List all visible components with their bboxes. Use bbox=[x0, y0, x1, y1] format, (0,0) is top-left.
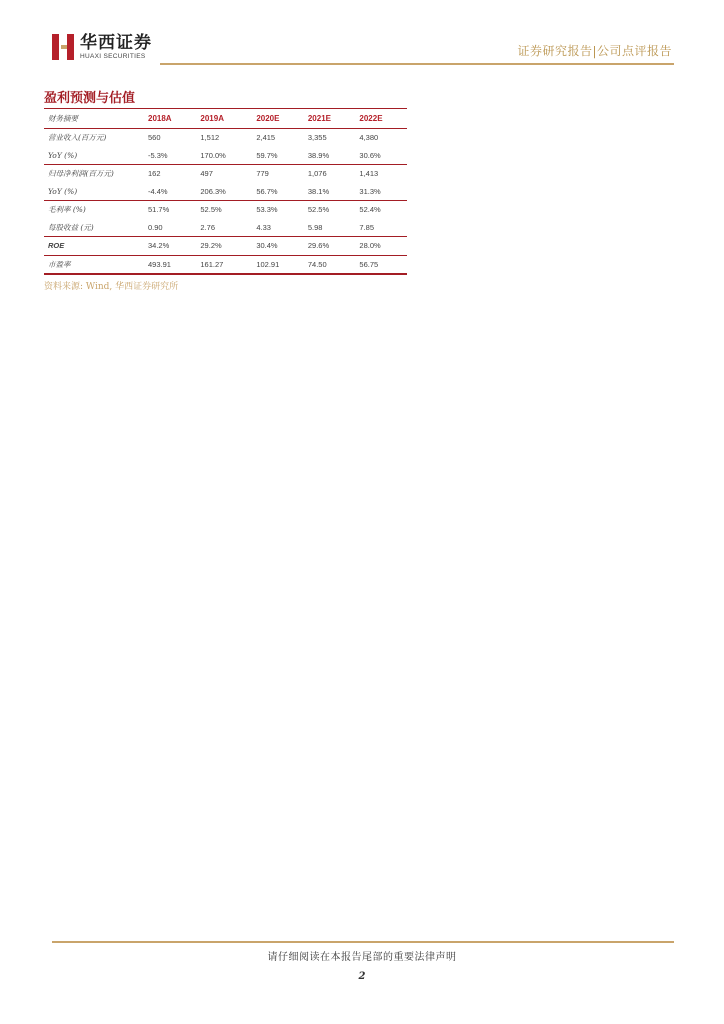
table-cell: 1,413 bbox=[355, 165, 407, 183]
table-cell: 161.27 bbox=[196, 255, 252, 274]
logo-english-name: HUAXI SECURITIES bbox=[80, 53, 146, 60]
table-cell: 31.3% bbox=[359, 186, 381, 196]
table-cell: 2.76 bbox=[200, 222, 215, 232]
row-label: YoY (%) bbox=[48, 186, 78, 196]
table-cell: 52.5% bbox=[304, 201, 356, 219]
huaxi-logo-icon bbox=[52, 34, 74, 60]
table-row bbox=[44, 147, 407, 165]
row-label: 市盈率 bbox=[44, 255, 144, 274]
table-cell: 497 bbox=[196, 165, 252, 183]
footer-divider bbox=[52, 941, 674, 943]
table-cell: 779 bbox=[252, 165, 304, 183]
table-cell: 162 bbox=[144, 165, 196, 183]
table-cell: 59.7% bbox=[256, 150, 278, 160]
row-label: 每股收益 (元) bbox=[48, 222, 94, 232]
table-cell: 51.7% bbox=[144, 201, 196, 219]
report-type: 证券研究报告|公司点评报告 bbox=[517, 44, 672, 58]
table-cell: 56.7% bbox=[256, 186, 278, 196]
column-header: 2020E bbox=[252, 109, 304, 129]
table-row bbox=[44, 201, 407, 219]
table-cell: -5.3% bbox=[148, 150, 168, 160]
legal-disclaimer: 请仔细阅读在本报告尾部的重要法律声明 bbox=[267, 952, 457, 963]
header-divider bbox=[160, 63, 674, 65]
table-cell: -4.4% bbox=[148, 186, 168, 196]
table-cell: 560 bbox=[148, 133, 161, 143]
row-label: ROE bbox=[44, 237, 144, 256]
company-logo bbox=[52, 34, 152, 60]
data-source-note: 资料来源: Wind, 华西证券研究所 bbox=[44, 282, 179, 292]
table-cell: 4,380 bbox=[359, 133, 379, 143]
table-cell: 52.4% bbox=[355, 201, 407, 219]
table-cell: 1,076 bbox=[304, 165, 356, 183]
table-cell: 0.90 bbox=[148, 222, 163, 232]
table-row bbox=[44, 183, 407, 201]
table-cell: 56.75 bbox=[355, 255, 407, 274]
table-cell: 5.98 bbox=[307, 222, 323, 232]
table-cell: 1,512 bbox=[200, 133, 220, 143]
table-cell: 38.1% bbox=[307, 186, 330, 196]
table-cell: 74.50 bbox=[304, 255, 356, 274]
table-cell: 53.3% bbox=[252, 201, 304, 219]
column-header: 2018A bbox=[144, 109, 196, 129]
column-header: 2022E bbox=[355, 109, 407, 129]
financial-summary-table bbox=[44, 108, 407, 275]
table-cell: 29.6% bbox=[304, 237, 356, 256]
row-label: 归母净利润(百万元) bbox=[44, 165, 144, 183]
table-cell: 29.2% bbox=[196, 237, 252, 256]
row-label: 营业收入(百万元) bbox=[48, 133, 107, 143]
section-title: 盈利预测与估值 bbox=[44, 91, 136, 106]
column-header: 财务摘要 bbox=[44, 109, 144, 129]
table-cell: 28.0% bbox=[355, 237, 407, 256]
logo-chinese-name: 华西证券 bbox=[80, 33, 152, 53]
table-cell: 170.0% bbox=[200, 150, 226, 160]
table-row bbox=[44, 129, 407, 147]
column-header: 2019A bbox=[196, 109, 252, 129]
table-cell: 30.4% bbox=[252, 237, 304, 256]
table-cell: 2,415 bbox=[256, 133, 276, 143]
table-cell: 7.85 bbox=[359, 222, 375, 232]
table-row bbox=[44, 165, 407, 183]
page-number: 2 bbox=[358, 971, 366, 982]
table-cell: 38.9% bbox=[307, 150, 330, 160]
table-row bbox=[44, 219, 407, 237]
table-cell: 102.91 bbox=[252, 255, 304, 274]
row-label: 毛利率 (%) bbox=[44, 201, 144, 219]
table-cell: 34.2% bbox=[144, 237, 196, 256]
column-header: 2021E bbox=[304, 109, 356, 129]
table-cell: 30.6% bbox=[359, 150, 381, 160]
table-cell: 493.91 bbox=[144, 255, 196, 274]
table-cell: 4.33 bbox=[256, 222, 271, 232]
row-label: YoY (%) bbox=[48, 150, 78, 160]
table-row bbox=[44, 237, 407, 256]
table-header-row bbox=[44, 109, 407, 129]
table-cell: 3,355 bbox=[307, 133, 327, 143]
table-row bbox=[44, 255, 407, 274]
table-cell: 206.3% bbox=[200, 186, 226, 196]
table-cell: 52.5% bbox=[196, 201, 252, 219]
